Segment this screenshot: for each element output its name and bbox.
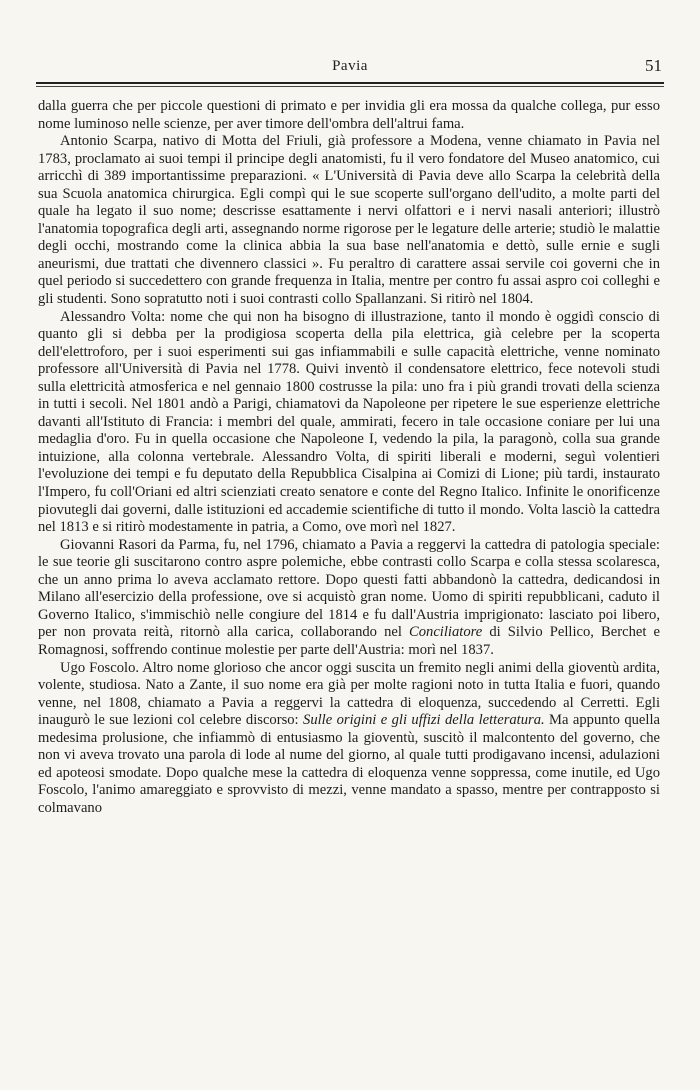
rasori-text-start: Giovanni Rasori da Parma, fu, nel 1796, chiamato a Pavia a reggervi la cattedra di patologia speciale: le sue teorie gli suscitarono contro aspre polemiche, ebbe contrasti collo Scarpa e colla stessa scolaresca, che un anno prima lo aveva acclamato rettore. Dopo questi fatti abbandonò la cattedra, dedicandosi in Milano all'esercizio della professione, ove si acquistò gran nome. Uomo di spiriti repubblicani, caduto il Governo Italico, s'immischiò nelle congiure del 1814 e fu dall'Austria imprigionato: lasciato poi libero, per non provata reità, ritornò alla carica, collaborando nel [38, 536, 660, 641]
page-header [36, 58, 664, 82]
conciliatore-title: Conciliatore [409, 624, 483, 641]
prolusione-title: Sulle origini e gli uffizi della letteratura. [303, 712, 545, 729]
page-number: 51 [645, 56, 662, 75]
paragraph-foscolo [38, 660, 660, 818]
body-text [38, 98, 660, 817]
paragraph-volta: Alessandro Volta: nome che qui non ha bisogno di illustrazione, tanto il mondo è oggidì conscio di quanto gli si debba per la prodigiosa scoperta della pila elettrica, già celebre per la scoperta dell'elettroforo, per i suoi esperimenti sui gas infiammabili e sulle capacità elettriche, venne nominato professore all'Università di Pavia nel 1778. Quivi inventò il condensatore elettrico, fece notevoli studi sulla elettricità atmosferica e nel gennaio 1800 costrusse la pila: uno fra i più grandi trovati della scienza in tutti i secoli. Nel 1801 andò a Parigi, chiamatovi da Napoleone per ripetere le sue esperienze elettriche davanti all'Istituto di Francia: i membri del quale, ammirati, fecero in tale occasione coniare per lui una medaglia d'oro. Fu in quella occasione che Napoleone I, vedendo la pila, la paragonò, colla sua grande intuizione, alla colonna vertebrale. Alessandro Volta, di spiriti liberali e moderni, seguì volentieri l'evoluzione dei tempi e fu deputato della Repubblica Cisalpina ai Comizi di Lione; più tardi, instaurato l'Impero, fu coll'Oriani ed altri scienziati creato senatore e conte del Regno Italico. Infinite le onorificenze piovutegli dai governi, dalle istituzioni ed accademie scientifiche di tutto il mondo. Volta lasciò la cattedra nel 1813 e si ritirò modestamente in patria, a Como, ove morì nel 1827. [38, 308, 660, 536]
header-rule-thick [36, 82, 664, 84]
running-title: Pavia [332, 58, 368, 74]
paragraph-rasori [38, 537, 660, 660]
paragraph-scarpa: Antonio Scarpa, nativo di Motta del Friuli, già professore a Modena, venne chiamato in Pavia nel 1783, proclamato ai suoi tempi il principe degli anatomisti, fu il vero fondatore del Museo anatomico, cui arricchì di 389 importantissime preparazioni. « L'Università di Pavia deve allo Scarpa la celebrità della sua Scuola anatomica chirurgica. Egli compì qui le sue scoperte sull'organo dell'udito, a molte parti del quale ha legato il suo nome; descrisse esattamente i nervi olfattori e i nervi nasali anteriori; illustrò l'anatomia topografica degli arti, assegnando norme rigorose per le legature delle arterie; studiò le malattie degli occhi, mostrando come la clinica abbia la sua base nell'anatomia e dettò, sulle ernie e sugli aneurismi, due trattati che divennero classici ». Fu peraltro di carattere assai servile coi governi che in quel periodo si succedettero con grande frequenza in Italia, mentre per contro fu assai aspro coi colleghi e gli studenti. Sono sopratutto noti i suoi contrasti collo Spallanzani. Si ritirò nel 1804. [38, 133, 660, 308]
rasori-text-end: di Silvio Pellico, Berchet e Romagnosi, soffrendo continue molestie per parte dell'Austria: morì nel 1837. [38, 624, 660, 658]
foscolo-text-start: Ugo Foscolo. Altro nome glorioso che ancor oggi suscita un fremito negli animi della gioventù ardita, volente, studiosa. Nato a Zante, il suo nome era già per molte ragioni noto in tutta Italia e fuori, quando venne, nel 1808, chiamato a Pavia a reggervi la cattedra di eloquenza, succedendo al Cerretti. Egli inaugurò le sue lezioni col celebre discorso: [38, 659, 660, 729]
paragraph-continuation: dalla guerra che per piccole questioni di primato e per invidia gli era mossa da qualche collega, pur esso nome luminoso nelle scienze, per aver timore dell'ombra dell'altrui fama. [38, 98, 660, 132]
foscolo-text-end: Ma appunto quella medesima prolusione, che infiammò di entusiasmo la gioventù, suscitò il malcontento del governo, che non vi aveva trovato una parola di lode al nume del giorno, al quale tutti prodigavano incensi, adulazioni ed apoteosi smodate. Dopo qualche mese la cattedra di eloquenza venne soppressa, come inutile, ed Ugo Foscolo, l'animo amareggiato e sprovvisto di mezzi, venne mandato a spasso, mentre per contrapposto si colmavano [38, 712, 660, 816]
header-rule-thin [36, 86, 664, 87]
